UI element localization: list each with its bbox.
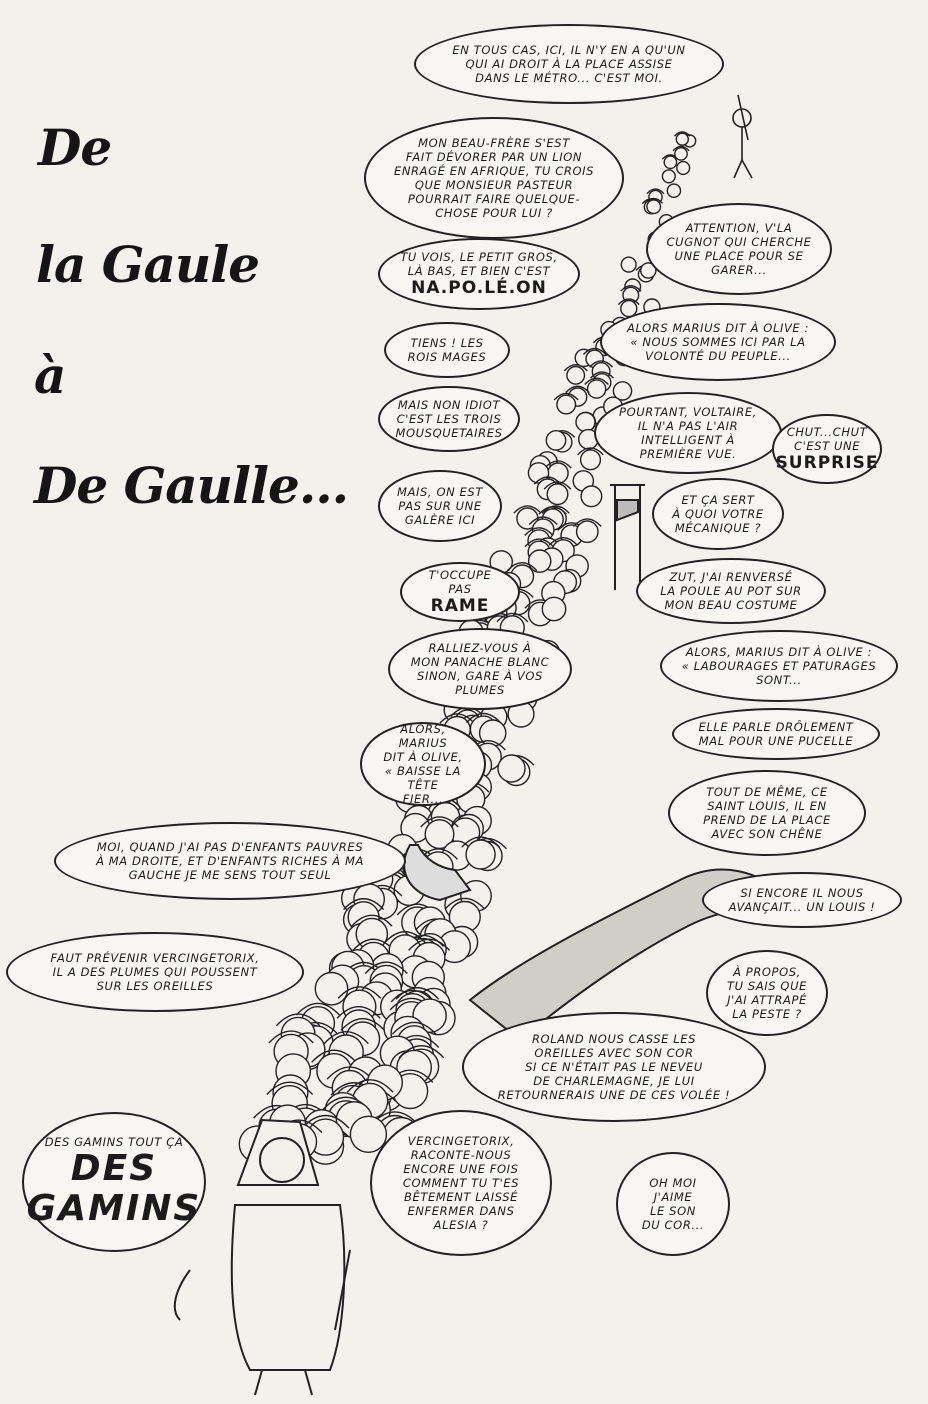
crowd-head [567, 367, 585, 385]
crowd-head [647, 200, 661, 214]
crowd-head [315, 973, 347, 1005]
bubble-mecanique: ET ÇA SERT À QUOI VOTRE MÉCANIQUE ? [652, 478, 784, 550]
surprise-emphasis: SURPRISE [775, 453, 879, 473]
bubble-marius-peuple: ALORS MARIUS DIT À OLIVE : « NOUS SOMMES ICI PAR LA VOLONTÉ DU PEUPLE... [600, 303, 836, 381]
title-line-4: De Gaulle... [34, 456, 349, 515]
bubble-mousquetaires: MAIS NON IDIOT C'EST LES TROIS MOUSQUETAIRES [378, 386, 520, 452]
crowd-head [675, 148, 687, 160]
crowd-head [547, 484, 568, 505]
bubble-chut: CHUT...CHUT C'EST UNE SURPRISE [772, 414, 882, 484]
bubble-roland: ROLAND NOUS CASSE LES OREILLES AVEC SON COR SI CE N'ÉTAIT PAS LE NEVEU DE CHARLEMAGNE, JE LUI RETOURNERAIS UNE DE CES VOLÉE ! [462, 1012, 766, 1122]
bubble-panache: RALLIEZ-VOUS À MON PANACHE BLANC SINON, GARE À VOS PLUMES [388, 628, 572, 710]
guillotine-icon [610, 485, 645, 590]
crowd-head [466, 840, 495, 869]
bubble-rois-mages: TIENS ! LES ROIS MAGES [384, 322, 510, 378]
bubble-cor: OH MOI J'AIME LE SON DU COR... [616, 1152, 730, 1256]
crowd-head [581, 486, 602, 507]
bubble-pucelle: ELLE PARLE DRÔLEMENT MAL POUR UNE PUCELLE [672, 708, 880, 760]
bubble-enfants: MOI, QUAND J'AI PAS D'ENFANTS PAUVRES À MA DROITE, ET D'ENFANTS RICHES À MA GAUCHE JE ME SENS TOUT SEUL [54, 822, 406, 900]
soldier-figure [733, 95, 752, 178]
crowd-head [498, 755, 525, 782]
napoleon-emphasis: NA.PO.LÉ.ON [411, 278, 547, 298]
crowd-head [676, 133, 688, 145]
bubble-occupe: T'OCCUPE PAS RAME [400, 562, 520, 622]
crowd-head [529, 550, 551, 572]
bubble-saint-louis: TOUT DE MÊME, CE SAINT LOUIS, IL EN PREND DE LA PLACE AVEC SON CHÊNE [668, 770, 866, 856]
crowd-head [557, 395, 576, 414]
title-line-1: De [38, 118, 112, 177]
crowd-head [667, 184, 680, 197]
bubble-poule: ZUT, J'AI RENVERSÉ LA POULE AU POT SUR MON BEAU COSTUME [636, 558, 826, 624]
gamins-emphasis: DES GAMINS [26, 1148, 202, 1229]
crowd-head [621, 257, 636, 272]
bubble-louis: SI ENCORE IL NOUS AVANÇAIT... UN LOUIS ! [702, 872, 902, 928]
bubble-pasteur: MON BEAU-FRÈRE S'EST FAIT DÉVORER PAR UN LION ENRAGÉ EN AFRIQUE, TU CROIS QUE MONSIEUR PASTEUR POURRAIT FAIRE QUELQUE- CHOSE POUR LUI ? [364, 117, 624, 239]
crowd-head [542, 597, 565, 620]
bubble-cugnot: ATTENTION, V'LA CUGNOT QUI CHERCHE UNE PLACE POUR SE GARER... [646, 203, 832, 295]
crowd-head [588, 380, 606, 398]
bubble-baisse: ALORS, MARIUS DIT À OLIVE, « BAISSE LA TÊTE FIER... [360, 722, 486, 806]
bubble-vercingetorix: FAUT PRÉVENIR VERCINGETORIX, IL A DES PLUMES QUI POUSSENT SUR LES OREILLES [6, 932, 304, 1012]
crowd-head [662, 170, 675, 183]
crowd-head [664, 156, 676, 168]
bubble-peste: À PROPOS, TU SAIS QUE J'AI ATTRAPÉ LA PESTE ? [706, 950, 828, 1036]
bubble-gamins: DES GAMINS TOUT ÇA DES GAMINS [22, 1112, 206, 1252]
crowd-head [576, 413, 595, 432]
rame-emphasis: RAME [430, 596, 490, 616]
crowd-head [546, 431, 565, 450]
crowd-head [480, 720, 506, 746]
crowd-head [577, 521, 598, 542]
bubble-voltaire: POURTANT, VOLTAIRE, IL N'A PAS L'AIR INTELLIGENT À PREMIÈRE VUE. [594, 392, 782, 474]
crowd-head [677, 162, 690, 175]
bubble-metro: EN TOUS CAS, ICI, IL N'Y EN A QU'UN QUI AI DROIT À LA PLACE ASSISE DANS LE MÉTRO... C'EST MOI. [414, 24, 724, 104]
title-line-3: à [34, 346, 66, 405]
bubble-napoleon: TU VOIS, LE PETIT GROS, LÀ BAS, ET BIEN C'EST NA.PO.LÉ.ON [378, 238, 580, 310]
bubble-galere: MAIS, ON EST PAS SUR UNE GALÈRE ICI [378, 470, 502, 542]
title-line-2: la Gaule [36, 235, 260, 294]
bubble-alesia: VERCINGETORIX, RACONTE-NOUS ENCORE UNE FOIS COMMENT TU T'ES BÊTEMENT LAISSÉ ENFERMER DANS ALESIA ? [370, 1110, 552, 1256]
bubble-labourages: ALORS, MARIUS DIT À OLIVE : « LABOURAGES ET PATURAGES SONT... [660, 630, 898, 702]
crowd-head [581, 450, 601, 470]
